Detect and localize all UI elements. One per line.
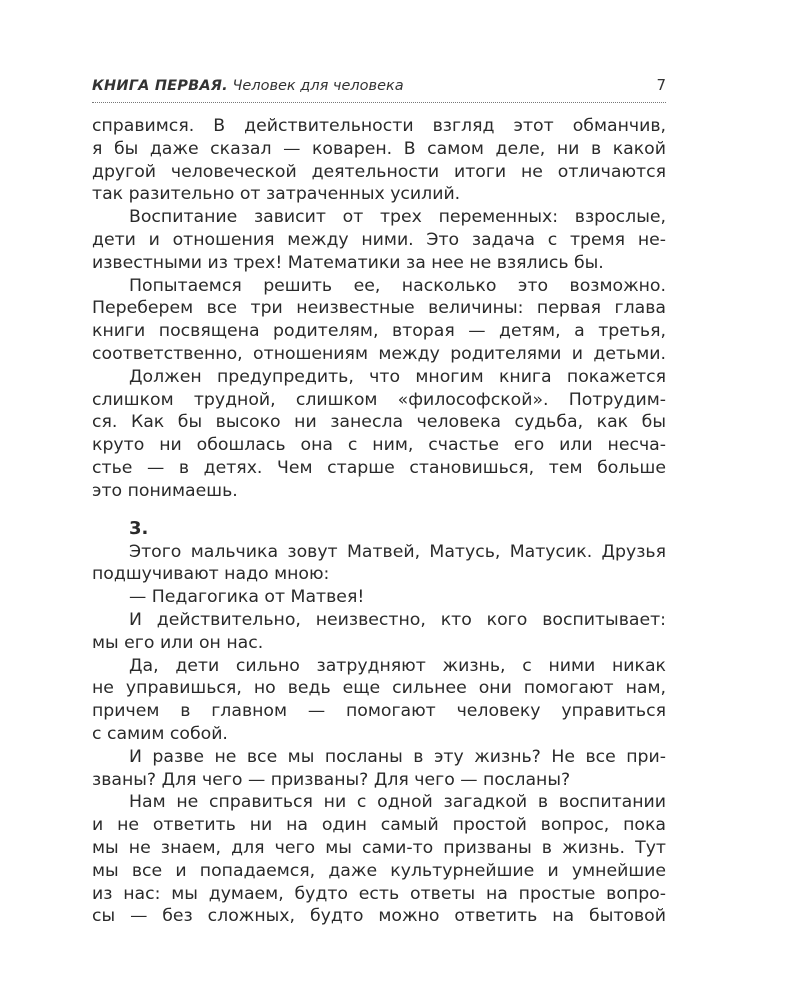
text-line: другой человеческой деятельности итоги не отличаются (92, 161, 666, 182)
chapter-title: Человек для человека (232, 78, 404, 94)
book-page (92, 76, 666, 928)
text-line: не управишься, но ведь еще сильнее они помогают нам, (92, 678, 666, 699)
text-line: я бы даже сказал — коварен. В самом деле, ни в какой (92, 138, 666, 159)
text-line: соответственно, отношениям между родителями и детьми. (92, 343, 666, 364)
text-line: из нас: мы думаем, будто есть ответы на простые вопро- (92, 883, 666, 904)
text-line: это понимаешь. (92, 480, 238, 501)
section-heading: 3. (129, 517, 149, 539)
text-line: — Педагогика от Матвея! (129, 587, 365, 608)
text-line: так разительно от затраченных усилий. (92, 184, 461, 205)
text-line: Этого мальчика зовут Матвей, Матусь, Матусик. Друзья (129, 541, 666, 562)
text-line: круто ни обошлась она с ним, счастье его или несча- (92, 435, 666, 456)
text-line: дети и отношения между ними. Это задача с тремя не- (92, 229, 666, 250)
text-line: мы все и попадаемся, даже культурнейшие и умнейшие (92, 860, 666, 881)
text-line: справимся. В действительности взгляд этот обманчив, (92, 116, 666, 136)
text-line: Воспитание зависит от трех переменных: взрослые, (129, 207, 666, 228)
text-line: И разве не все мы посланы в эту жизнь? Не все при- (129, 746, 666, 767)
text-line: книги посвящена родителям, вторая — детям, а третья, (92, 321, 666, 342)
running-header-title (92, 78, 404, 94)
text-line: сы — без сложных, будто можно ответить на бытовой (92, 906, 666, 927)
book-part-label: КНИГА ПЕРВАЯ. (92, 78, 228, 94)
text-line: известными из трех! Математики за нее не взялись бы. (92, 252, 604, 273)
text-line: званы? Для чего — призваны? Для чего — посланы? (92, 769, 571, 790)
page-number: 7 (656, 76, 666, 94)
text-line: стье — в детях. Чем старше становишься, тем больше (92, 457, 666, 478)
text-line: Попытаемся решить ее, насколько это возможно. (129, 275, 666, 296)
text-line: причем в главном — помогают человеку управиться (92, 701, 666, 722)
text-line: мы его или он нас. (92, 632, 264, 653)
page-body (92, 115, 666, 928)
section-gap (92, 503, 666, 517)
text-block-2 (92, 541, 666, 929)
text-block-1 (92, 115, 666, 503)
text-line: мы не знаем, для чего мы сами-то призваны в жизнь. Тут (92, 837, 666, 858)
text-line: подшучивают надо мною: (92, 564, 330, 585)
text-line: Должен предупредить, что многим книга покажется (129, 366, 666, 387)
text-line: Нам не справиться ни с одной загадкой в воспитании (129, 792, 666, 813)
text-line: И действительно, неизвестно, кто кого воспитывает: (129, 609, 666, 630)
text-line: слишком трудной, слишком «философской». Потрудим- (92, 389, 666, 410)
text-line: Да, дети сильно затрудняют жизнь, с ними никак (129, 655, 666, 676)
text-line: Переберем все три неизвестные величины: первая глава (92, 298, 666, 319)
running-header (92, 76, 666, 103)
text-line: и не ответить ни на один самый простой вопрос, пока (92, 815, 666, 836)
text-line: с самим собой. (92, 723, 228, 744)
text-line: ся. Как бы высоко ни занесла человека судьба, как бы (92, 412, 666, 433)
